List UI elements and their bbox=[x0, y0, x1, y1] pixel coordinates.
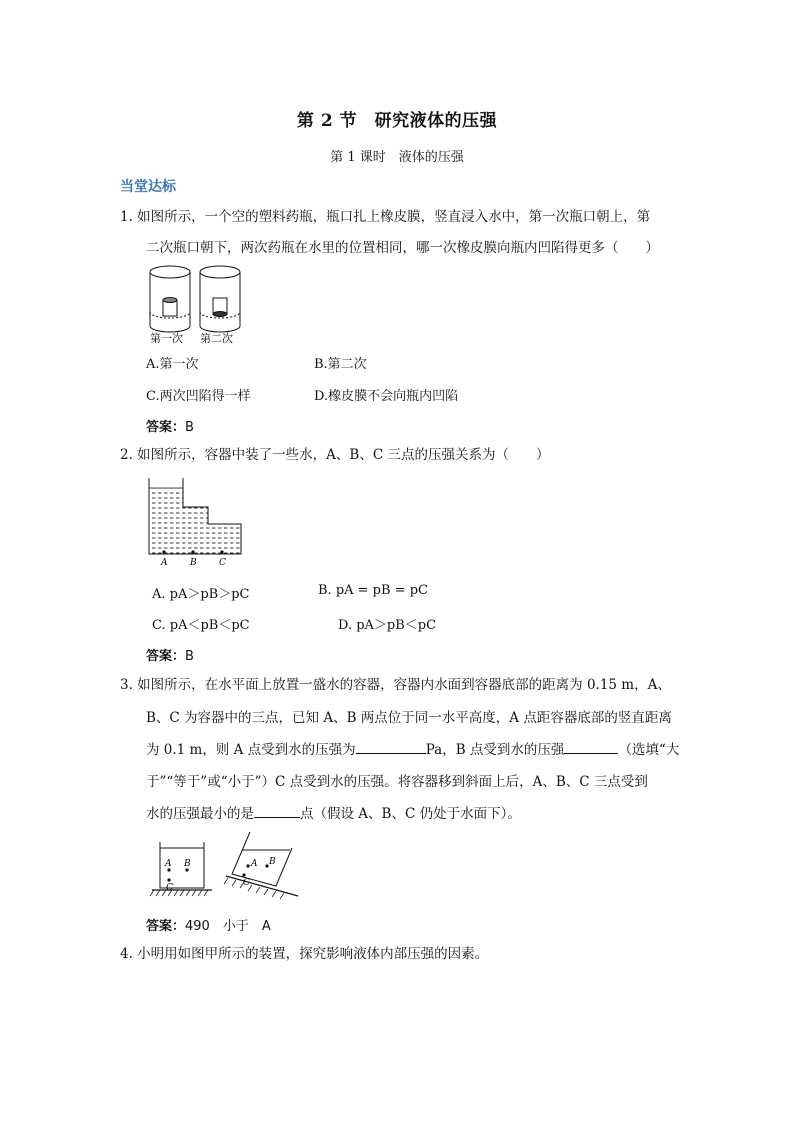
q3-blank-2 bbox=[564, 739, 618, 754]
q1-option-d: D.橡皮膜不会向瓶内凹陷 bbox=[314, 389, 459, 404]
answer-value: 490 小于 A bbox=[185, 919, 271, 934]
q1-option-b: B.第二次 bbox=[314, 357, 367, 372]
answer-label: 答案： bbox=[146, 420, 186, 435]
q3-line3b: Pa，B 点受到水的压强 bbox=[425, 742, 565, 758]
q3-point-c: C bbox=[166, 883, 173, 893]
q2-option-b: B. pA = pB = pC bbox=[318, 583, 428, 598]
q3-tilt-point-c: C bbox=[243, 878, 250, 888]
page-title: 第 2 节 研究液体的压强 bbox=[296, 111, 498, 131]
q3-line5a: 水的压强最小的是 bbox=[146, 806, 254, 822]
q3-line1: 3. 如图所示，在水平面上放置一盛水的容器，容器内水面到容器底部的距离为 0.15 m，A、 bbox=[120, 677, 671, 693]
q1-container-1 bbox=[150, 266, 190, 332]
q1-fig-label2: 第二次 bbox=[200, 332, 233, 345]
q3-tilt-point-b: B bbox=[269, 857, 276, 867]
q3-line3a: 为 0.1 m，则 A 点受到水的压强为 bbox=[146, 742, 356, 758]
answer-value: B bbox=[185, 420, 194, 435]
q3-figure bbox=[148, 830, 308, 900]
q1-container-2 bbox=[200, 266, 240, 332]
q1-answer bbox=[146, 416, 194, 435]
q2-option-a: A. pA＞pB＞pC bbox=[152, 587, 250, 602]
q3-level-container bbox=[150, 842, 212, 896]
q3-line5b: 点（假设 A、B、C 仍处于水面下）。 bbox=[300, 806, 521, 822]
q4-stem: 4. 小明用如图甲所示的装置，探究影响液体内部压强的因素。 bbox=[120, 946, 489, 962]
answer-label: 答案： bbox=[146, 649, 186, 664]
q1-option-a: A.第一次 bbox=[146, 357, 199, 372]
lesson-subtitle: 第 1 课时 液体的压强 bbox=[330, 150, 464, 165]
q3-tilted-container bbox=[224, 832, 298, 899]
q3-line4: 于”“等于”或“小于”）C 点受到水的压强。将容器移到斜面上后，A、B、C 三点受到 bbox=[146, 774, 648, 790]
q1-bottle-figure bbox=[146, 262, 246, 346]
section-label: 当堂达标 bbox=[120, 179, 176, 195]
q3-line2: B、C 为容器中的三点，已知 A、B 两点位于同一水平高度，A 点距容器底部的竖直距离 bbox=[146, 710, 672, 726]
q2-point-a: A bbox=[161, 558, 168, 568]
q3-line5 bbox=[146, 799, 521, 829]
q3-answer bbox=[146, 915, 271, 934]
q2-option-c: C. pA＜pB＜pC bbox=[152, 618, 250, 633]
q3-point-a: A bbox=[165, 859, 172, 869]
q3-blank-3 bbox=[254, 803, 300, 818]
q2-answer bbox=[146, 645, 194, 664]
q3-blank-1 bbox=[356, 739, 426, 754]
q1-line1: 1. 如图所示，一个空的塑料药瓶，瓶口扎上橡皮膜，竖直浸入水中，第一次瓶口朝上，第 bbox=[120, 209, 651, 225]
q3-line3c: （选填“大 bbox=[618, 742, 680, 758]
q2-option-d: D. pA＞pB＜pC bbox=[338, 618, 437, 633]
q3-line3 bbox=[146, 735, 679, 765]
q2-point-c: C bbox=[219, 558, 226, 568]
answer-label: 答案： bbox=[146, 919, 186, 934]
q1-line2: 二次瓶口朝下，两次药瓶在水里的位置相同，哪一次橡皮膜向瓶内凹陷得更多（ ） bbox=[146, 240, 659, 256]
q1-option-c: C.两次凹陷得一样 bbox=[146, 389, 251, 404]
q1-fig-label1: 第一次 bbox=[150, 332, 183, 345]
q2-stem: 2. 如图所示，容器中装了一些水，A、B、C 三点的压强关系为（ ） bbox=[120, 447, 550, 463]
answer-value: B bbox=[185, 649, 194, 664]
q2-container-figure bbox=[146, 476, 246, 568]
q3-tilt-point-a: A bbox=[251, 859, 258, 869]
q3-point-b: B bbox=[184, 859, 191, 869]
q2-point-b: B bbox=[190, 558, 197, 568]
